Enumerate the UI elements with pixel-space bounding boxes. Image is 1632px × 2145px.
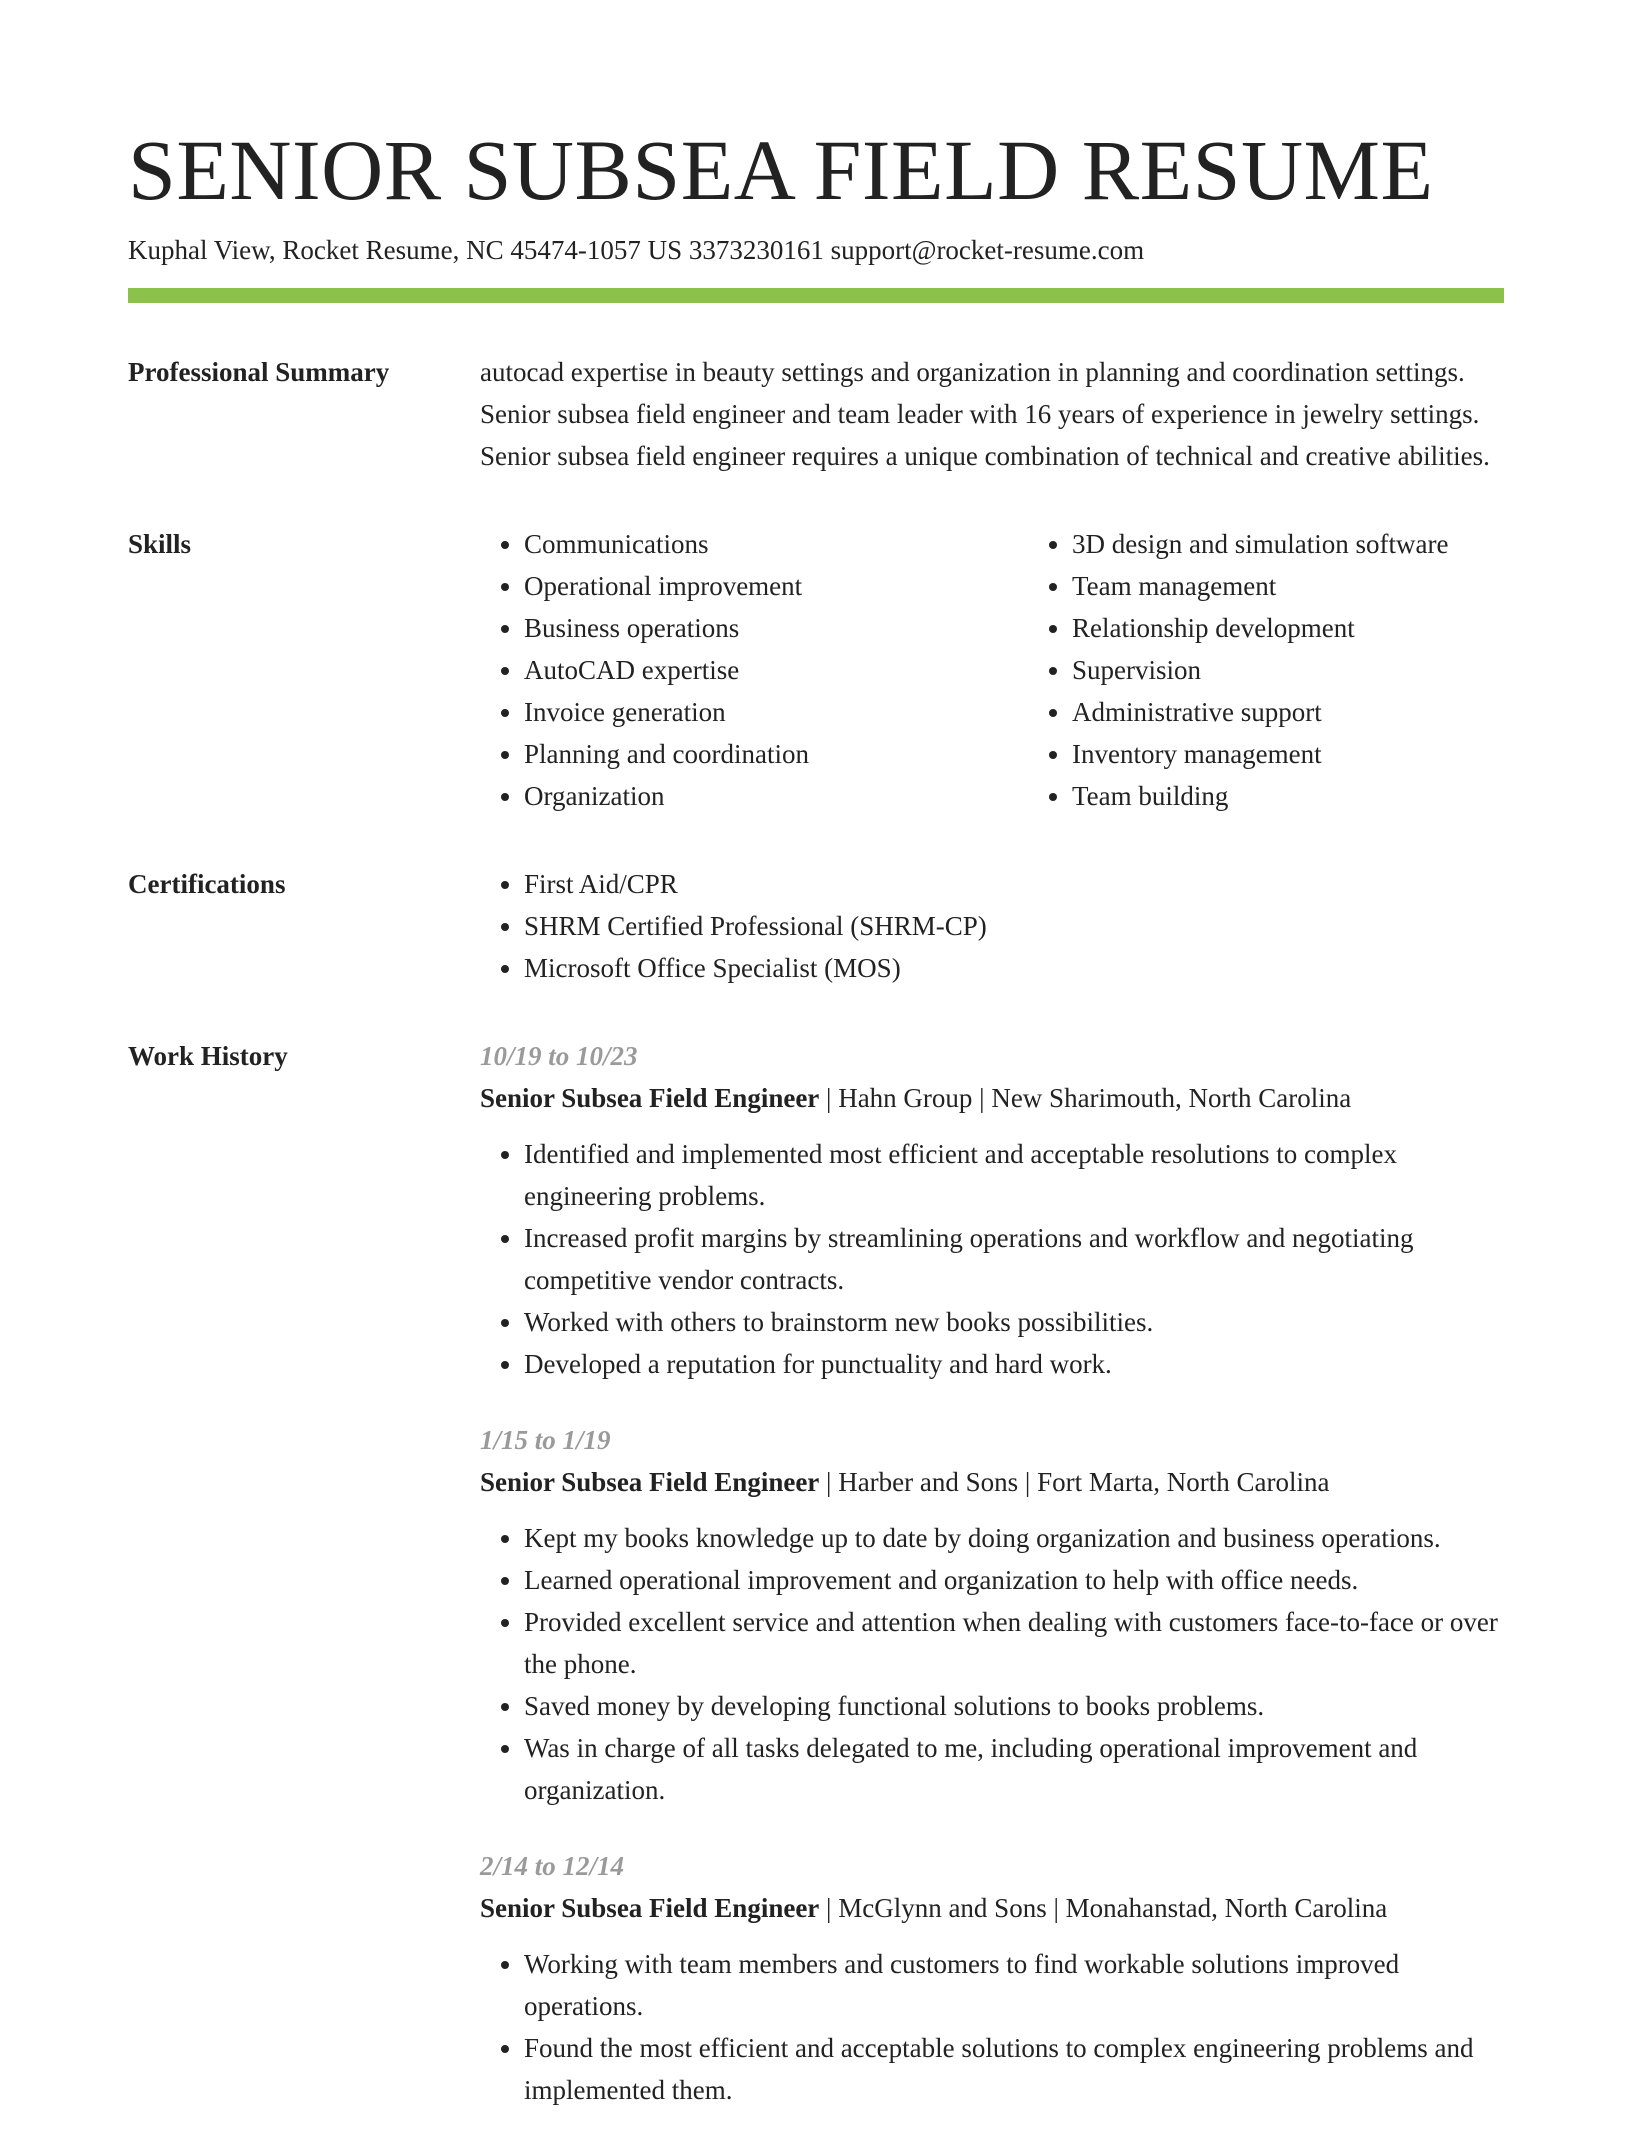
skills-column-2 — [1028, 523, 1576, 817]
certifications-list — [480, 863, 1504, 989]
job-title-line — [480, 1461, 1504, 1503]
job-bullet: • Kept my books knowledge up to date by doing organization and business operations. — [524, 1517, 1504, 1559]
job-bullet: • Provided excellent service and attention when dealing with customers face-to-face or over the phone. — [524, 1601, 1504, 1685]
job-company-location: | Hahn Group | New Sharimouth, North Carolina — [819, 1083, 1352, 1113]
job-date: 2/14 to 12/14 — [480, 1851, 625, 1881]
job-bullets — [480, 1943, 1504, 2111]
skills-content — [480, 523, 1576, 817]
section-label-skills: Skills — [128, 529, 192, 559]
job-bullet: • Working with team members and customers to find workable solutions improved operations. — [524, 1943, 1504, 2027]
skill-item: • Planning and coordination — [524, 733, 1028, 775]
section-label-work-history: Work History — [128, 1041, 288, 1071]
job-bullet: • Found the most efficient and acceptable solutions to complex engineering problems and implemented them. — [524, 2027, 1504, 2111]
job-bullet: • Learned operational improvement and organization to help with office needs. — [524, 1559, 1504, 1601]
summary-text: autocad expertise in beauty settings and organization in planning and coordination settings. Senior subsea field engineer and team leader with 16 years of experience in jewelry settings. Senior subsea field engineer requires a unique combination of technical and creative abilities. — [480, 357, 1490, 471]
resume-title: SENIOR SUBSEA FIELD RESUME — [128, 122, 1434, 218]
summary-section — [128, 351, 1504, 477]
section-label-certifications: Certifications — [128, 869, 286, 899]
skill-item: • 3D design and simulation software — [1072, 523, 1576, 565]
skill-item: • Supervision — [1072, 649, 1576, 691]
skill-item: • Relationship development — [1072, 607, 1576, 649]
certification-item: • SHRM Certified Professional (SHRM-CP) — [524, 905, 1504, 947]
job-bullet: • Was in charge of all tasks delegated to me, including operational improvement and organization. — [524, 1727, 1504, 1811]
job-entry — [480, 1845, 1504, 2111]
work-history-section — [128, 1035, 1504, 2145]
certifications-section — [128, 863, 1504, 989]
job-bullet: • Worked with others to brainstorm new books possibilities. — [524, 1301, 1504, 1343]
job-title-line — [480, 1887, 1504, 1929]
skill-item: • Organization — [524, 775, 1028, 817]
job-bullet: • Saved money by developing functional solutions to books problems. — [524, 1685, 1504, 1727]
skill-item: • Team building — [1072, 775, 1576, 817]
resume-page — [128, 120, 1504, 2145]
accent-divider — [128, 288, 1504, 303]
job-bullets — [480, 1517, 1504, 1811]
job-company-location: | McGlynn and Sons | Monahanstad, North Carolina — [819, 1893, 1388, 1923]
job-date: 10/19 to 10/23 — [480, 1041, 638, 1071]
job-title: Senior Subsea Field Engineer — [480, 1893, 820, 1923]
skills-column-1 — [480, 523, 1028, 817]
job-title-line — [480, 1077, 1504, 1119]
work-history-content — [480, 1035, 1504, 2145]
skill-item: • AutoCAD expertise — [524, 649, 1028, 691]
job-title: Senior Subsea Field Engineer — [480, 1083, 820, 1113]
skill-item: • Communications — [524, 523, 1028, 565]
job-entry — [480, 1035, 1504, 1385]
job-company-location: | Harber and Sons | Fort Marta, North Carolina — [819, 1467, 1330, 1497]
skill-item: • Team management — [1072, 565, 1576, 607]
certifications-content — [480, 863, 1504, 989]
job-title: Senior Subsea Field Engineer — [480, 1467, 820, 1497]
job-bullet: • Developed a reputation for punctuality and hard work. — [524, 1343, 1504, 1385]
skills-grid — [480, 523, 1576, 817]
section-label-summary: Professional Summary — [128, 357, 390, 387]
certification-item: • Microsoft Office Specialist (MOS) — [524, 947, 1504, 989]
job-date: 1/15 to 1/19 — [480, 1425, 611, 1455]
job-bullet: • Identified and implemented most efficient and acceptable resolutions to complex engineering problems. — [524, 1133, 1504, 1217]
job-entry — [480, 1419, 1504, 1811]
job-bullets — [480, 1133, 1504, 1385]
skill-item: • Operational improvement — [524, 565, 1028, 607]
skill-item: • Administrative support — [1072, 691, 1576, 733]
contact-info: Kuphal View, Rocket Resume, NC 45474-1057 US 3373230161 support@rocket-resume.com — [128, 235, 1145, 265]
job-bullet: • Increased profit margins by streamlining operations and workflow and negotiating competitive vendor contracts. — [524, 1217, 1504, 1301]
summary-content — [480, 351, 1504, 477]
skill-item: • Inventory management — [1072, 733, 1576, 775]
skills-section — [128, 523, 1504, 817]
certification-item: • First Aid/CPR — [524, 863, 1504, 905]
skill-item: • Invoice generation — [524, 691, 1028, 733]
skill-item: • Business operations — [524, 607, 1028, 649]
